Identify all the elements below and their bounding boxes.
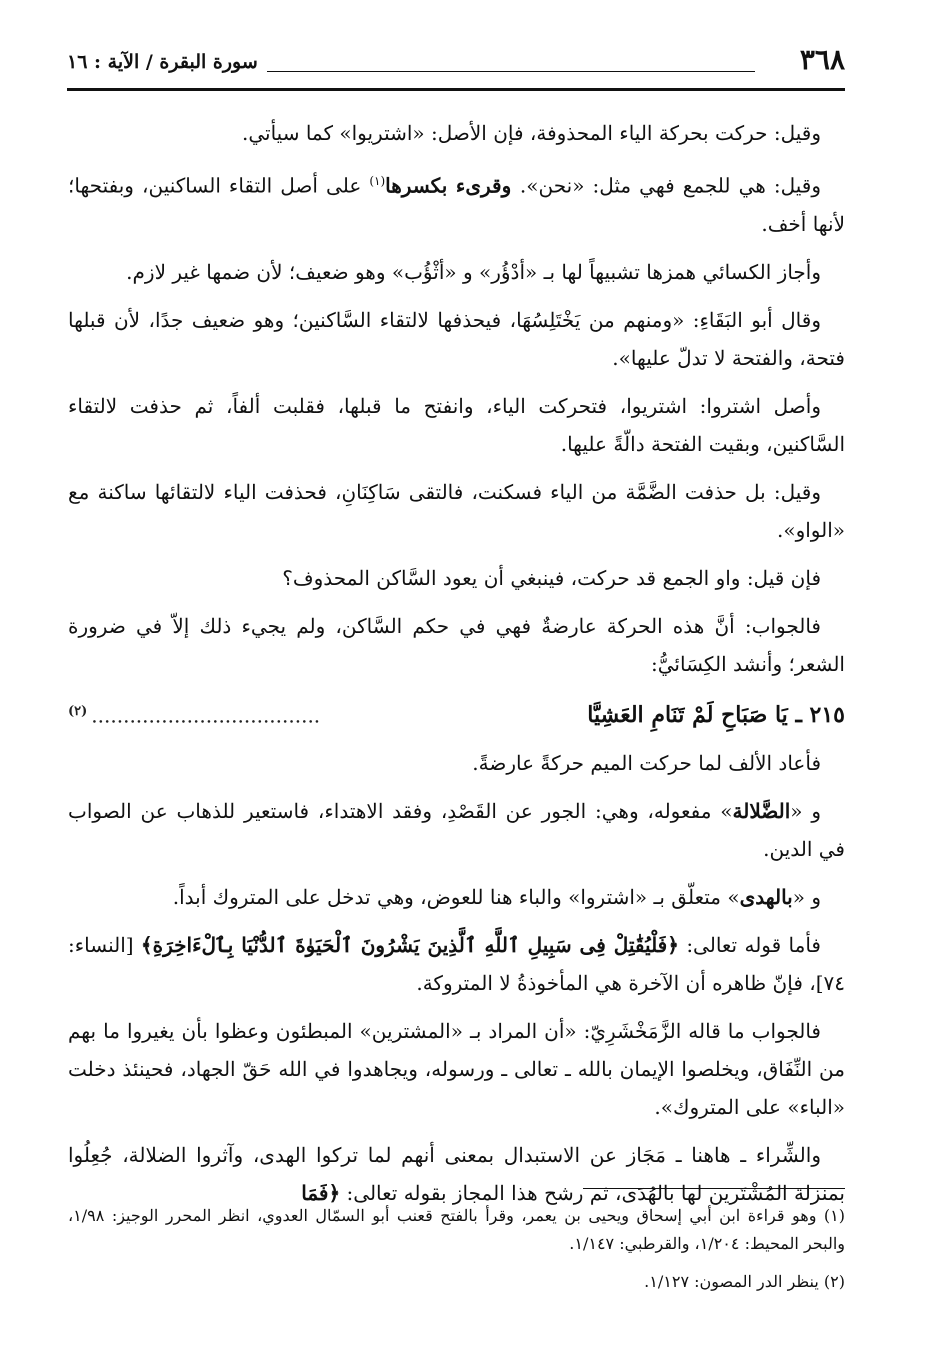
footnote: (٢) ينظر الدر المصون: ١/١٢٧.: [644, 1272, 845, 1291]
paragraph: [68, 387, 845, 463]
paragraph-text: فالجواب: أنَّ هذه الحركة عارضةٌ فهي في حكم السَّاكن، ولم يجيء ذلك إلاّ في ضرورة الشعر؛ وأنشد الكِسَائيُّ:: [68, 613, 845, 676]
footnote-marker: (٢): [68, 703, 88, 719]
paragraph-text: وقال أبو البَقَاءِ: «ومنهم من يَخْتَلِسُهَا، فيحذفها لالتقاء السَّاكنين؛ وهو ضعيف جدًا، لأن قبلها فتحة، والفتحة لا تدلّ عليها».: [68, 307, 845, 370]
paragraph: [68, 114, 845, 152]
quran-quote: ﴿فَلْيُقَٰتِلْ فِى سَبِيلِ ٱللَّهِ ٱلَّذِينَ يَشْرُونَ ٱلْحَيَوٰةَ ٱلدُّنْيَا بِٱلْءَاخِرَةِ﴾: [140, 933, 679, 958]
paragraph: [68, 301, 845, 377]
quran-quote: ﴿فَمَا: [301, 1181, 341, 1206]
paragraph-text: و «: [790, 799, 821, 824]
paragraph-text: [النساء: ٧٤]، فإنّ ظاهره أن الآخرة هي المأخوذةُ لا المتروكة.: [68, 933, 845, 996]
paragraph: [68, 1136, 845, 1212]
paragraph-text: فالجواب ما قاله الزَّمَخْشَرِيّ: «أن المراد بـ «المشترين» المبطئون وعظوا بأن يغيروا ما بهم من النِّفَاق، ويخلصوا الإيمان بالله ـ تعالى ـ ورسوله، ويجاهدوا في الله حَقّ الجهاد، فحينئذ دخلت «الباء» على المتروك».: [68, 1019, 845, 1120]
paragraph-text: » متعلّق بـ «اشتروا» والباء هنا للعوض، وهي تدخل على المتروك أبداً.: [172, 885, 740, 910]
verse-text: ٢١٥ ـ يَا صَبَاحِ لَمْ تَنَامِ العَشِيَّا: [587, 702, 845, 729]
emphasized-text: وقرىء بكسرها: [385, 173, 520, 198]
paragraph-text: وأجاز الكسائي همزها تشبيهاً لها بـ «أدْؤُر» و «أثْؤُب» وهو ضعيف؛ لأن ضمها غير لازم.: [126, 259, 821, 284]
poetry-verse: [68, 693, 845, 735]
paragraph-text: على أصل التقاء الساكنين، وبفتحها؛ لأنها أخف.: [68, 173, 845, 236]
paragraph: [68, 253, 845, 291]
paragraph-text: وأصل اشتروا: اشتريوا، فتحركت الياء، وانفتح ما قبلها، فقلبت ألفاً، ثم حذفت لالتقاء السَّاكنين، وبقيت الفتحة دالّةً عليها.: [68, 393, 845, 456]
footnote-marker: (١): [369, 174, 386, 188]
paragraph-text: و «: [792, 885, 821, 910]
emphasized-text: بالهدى: [739, 885, 793, 910]
paragraph-text: وقيل: هي للجمع فهي مثل: «نحن».: [519, 173, 821, 198]
paragraph: [68, 744, 845, 782]
page-number: ٣٦٨: [799, 43, 845, 76]
footnotes: [68, 1202, 845, 1306]
verse-ellipsis: [68, 693, 587, 735]
page-header: [67, 38, 845, 91]
footnote-divider: [583, 1188, 845, 1189]
paragraph: [68, 559, 845, 597]
paragraph: [68, 473, 845, 549]
header-divider: [267, 71, 755, 72]
paragraph-text: » مفعوله، وهي: الجور عن القَصْدِ، وفقد الاهتداء، فاستعير للذهاب عن الصواب في الدين.: [68, 799, 845, 862]
running-title: سورة البقرة / الآية : ١٦: [67, 51, 258, 73]
paragraph-text: فأما قوله تعالى:: [678, 933, 821, 958]
paragraph: [68, 162, 845, 243]
paragraph-text: وقيل: بل حذفت الضَّمَّة من الياء فسكنت، فالتقى سَاكِنَانِ، فحذفت الياء لالتقائها ساكنة مع «الواو».: [68, 479, 845, 542]
paragraph-text: والشِّراء ـ هاهنا ـ مَجَاز عن الاستبدال بمعنى أنهم لما تركوا الهدى، وآثروا الضلالة، جُعِلُوا بمنزلة المُشْتَرين لها بالهُدَى، ثم رشح هذا المجاز بقوله تعالى:: [68, 1143, 845, 1206]
paragraph: [68, 607, 845, 683]
emphasized-text: الضَّلالة: [732, 799, 791, 824]
paragraph: [68, 792, 845, 868]
footnote: (١) وهو قراءة ابن أبي إسحاق ويحيى بن يعمر، وقرأ بالفتح قعنب أبو السمّال العدوي، انظر المحرر الوجيز: ١/٩٨، والبحر المحيط: ١/٢٠٤، والقرطبي: ١/١٤٧.: [68, 1206, 845, 1253]
paragraph: [68, 878, 845, 916]
paragraph: [68, 926, 845, 1002]
paragraph: [68, 1012, 845, 1126]
paragraph-text: فإن قيل: واو الجمع قد حركت، فينبغي أن يعود السَّاكن المحذوف؟: [282, 565, 821, 590]
main-text: [68, 114, 845, 1222]
paragraph-text: وقيل: حركت بحركة الياء المحذوفة، فإن الأصل: «اشتريوا» كما سيأتي.: [241, 121, 821, 145]
paragraph-text: فأعاد الألف لما حركت الميم حركةً عارضةً.: [472, 751, 821, 776]
dots: ....................................: [91, 703, 321, 728]
